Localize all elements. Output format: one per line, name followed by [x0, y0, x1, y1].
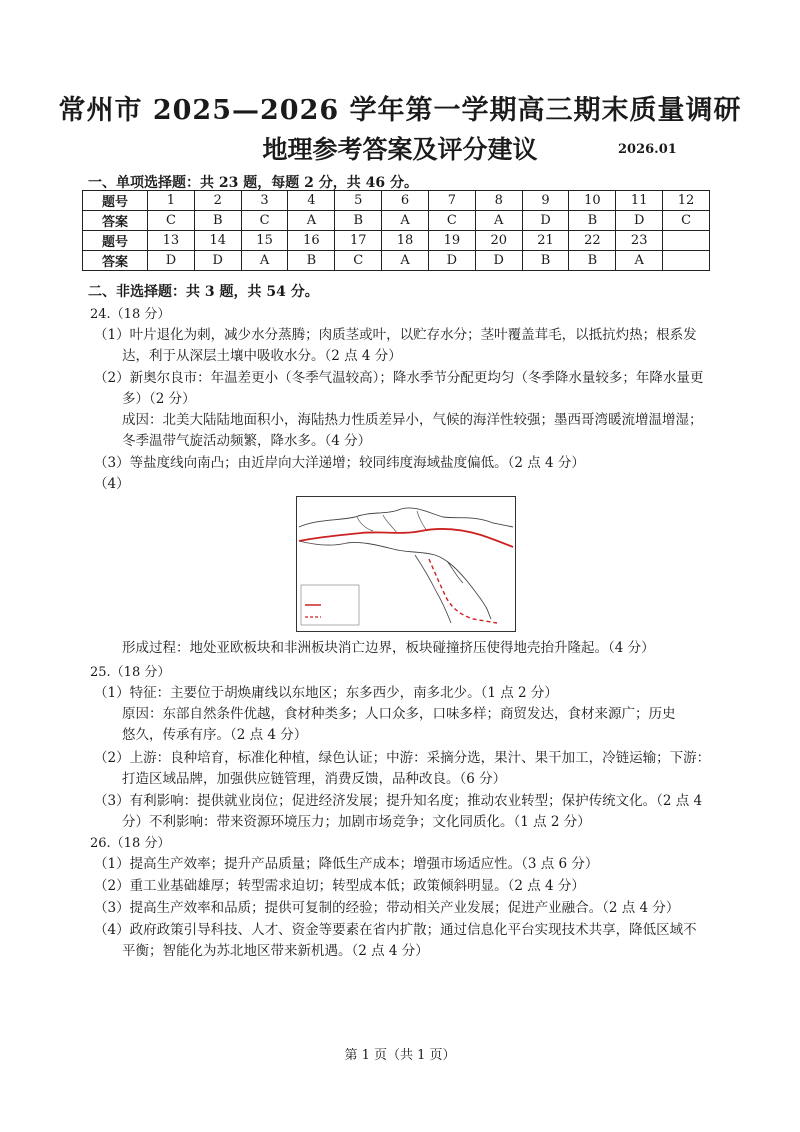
cell: B	[569, 251, 616, 271]
cell: 18	[382, 231, 429, 251]
page-footer: 第 1 页（共 1 页）	[344, 1048, 456, 1063]
row-label: 题号	[83, 231, 148, 251]
answer-line: 分）不利影响：带来资源环境压力；加剧市场竞争；文化同质化。（1 点 2 分）	[122, 814, 591, 830]
cell: 11	[616, 191, 663, 211]
cell: 14	[194, 231, 241, 251]
answer-line: （1）提高生产效率；提升产品质量；降低生产成本；增强市场适应性。（3 点 6 分）	[94, 856, 599, 872]
cell: 2	[194, 191, 241, 211]
table-row	[83, 231, 710, 251]
cell: 22	[569, 231, 616, 251]
answer-line: （1）叶片退化为刺，减少水分蒸腾；肉质茎或叶，以贮存水分；茎叶覆盖茸毛，以抵抗灼热；根系发	[94, 327, 697, 343]
cell: C	[663, 211, 710, 231]
cell: B	[335, 211, 382, 231]
answer-line: 打造区域品牌，加强供应链管理，消费反馈，品种改良。（6 分）	[122, 771, 507, 787]
cell: 6	[382, 191, 429, 211]
page-title: 常州市 2025—2026 学年第一学期高三期末质量调研	[58, 95, 742, 126]
cell: A	[382, 251, 429, 271]
plate-boundary-map	[296, 496, 516, 632]
table-row	[83, 191, 710, 211]
cell: 16	[288, 231, 335, 251]
row-label: 题号	[83, 191, 148, 211]
cell: 10	[569, 191, 616, 211]
map-svg	[297, 497, 515, 631]
cell: B	[522, 251, 569, 271]
cell: B	[194, 211, 241, 231]
q24-heading: 24.（18 分）	[90, 307, 171, 322]
cell: A	[288, 211, 335, 231]
cell: D	[475, 251, 522, 271]
q25-heading: 25.（18 分）	[90, 665, 171, 680]
cell: 13	[148, 231, 195, 251]
cell: D	[616, 211, 663, 231]
cell: 3	[241, 191, 288, 211]
cell: 8	[475, 191, 522, 211]
answer-line: 悠久，传承有序。（2 点 4 分）	[122, 727, 308, 743]
cell: D	[428, 251, 475, 271]
cell: 9	[522, 191, 569, 211]
row-label: 答案	[83, 251, 148, 271]
spreading-boundary-line	[429, 559, 497, 623]
cell: 12	[663, 191, 710, 211]
cell: D	[148, 251, 195, 271]
subduction-boundary-line	[299, 529, 513, 547]
cell: B	[569, 211, 616, 231]
cell	[663, 251, 710, 271]
answer-line: 多）（2 分）	[122, 391, 196, 407]
answer-line: 原因：东部自然条件优越，食材种类多；人口众多，口味多样；商贸发达，食材来源广；历史	[122, 706, 676, 722]
cell: 21	[522, 231, 569, 251]
answer-line: 成因：北美大陆陆地面积小，海陆热力性质差异小，气候的海洋性较强；墨西哥湾暖流增温增湿；	[122, 412, 703, 428]
answer-line: 平衡；智能化为苏北地区带来新机遇。（2 点 4 分）	[122, 943, 429, 959]
cell: A	[616, 251, 663, 271]
map-coastline	[299, 508, 513, 527]
table-row	[83, 211, 710, 231]
cell: D	[194, 251, 241, 271]
cell: D	[522, 211, 569, 231]
cell: 20	[475, 231, 522, 251]
answer-line: 形成过程：地处亚欧板块和非洲板块消亡边界，板块碰撞挤压使得地壳抬升隆起。（4 分）	[122, 640, 655, 656]
answer-line: （4）政府政策引导科技、人才、资金等要素在省内扩散；通过信息化平台实现技术共享，降低区域不	[94, 922, 697, 938]
q26-heading: 26.（18 分）	[90, 836, 171, 851]
cell: C	[241, 211, 288, 231]
cell: C	[428, 211, 475, 231]
cell: 7	[428, 191, 475, 211]
answer-line: （3）有利影响：提供就业岗位；促进经济发展；提升知名度；推动农业转型；保护传统文化。（2 点 4	[94, 793, 703, 809]
answer-line: （2）上游：良种培育，标准化种植，绿色认证；中游：采摘分选，果汁、果干加工，冷链运输；下游：	[94, 750, 711, 766]
answer-line: （2）重工业基础雄厚；转型需求迫切；转型成本低；政策倾斜明显。（2 点 4 分）	[94, 878, 585, 894]
cell: A	[475, 211, 522, 231]
cell	[663, 231, 710, 251]
answer-line: （1）特征：主要位于胡焕庸线以东地区；东多西少，南多北少。（1 点 2 分）	[94, 685, 558, 701]
cell: B	[288, 251, 335, 271]
map-coastline	[447, 561, 463, 583]
cell: A	[382, 211, 429, 231]
cell: 17	[335, 231, 382, 251]
answer-line: （2）新奥尔良市：年温差更小（冬季气温较高）；降水季节分配更均匀（冬季降水量较多；年降水量更	[94, 370, 704, 386]
cell: 23	[616, 231, 663, 251]
map-coastline	[415, 555, 451, 623]
row-label: 答案	[83, 211, 148, 231]
section1-heading: 一、单项选择题：共 23 题，每题 2 分，共 46 分。	[88, 175, 418, 191]
cell: 19	[428, 231, 475, 251]
table-row	[83, 251, 710, 271]
answer-line: （4）	[94, 476, 130, 492]
answer-line: 冬季温带气旋活动频繁，降水多。（4 分）	[122, 433, 372, 449]
answer-line: 达，利于从深层土壤中吸收水分。（2 点 4 分）	[122, 348, 402, 364]
cell: 1	[148, 191, 195, 211]
cell: 4	[288, 191, 335, 211]
page-subtitle: 地理参考答案及评分建议	[262, 135, 538, 164]
answer-table	[82, 190, 710, 271]
cell: C	[148, 211, 195, 231]
cell: 15	[241, 231, 288, 251]
answer-line: （3）提高生产效率和品质；提供可复制的经验；带动相关产业发展；促进产业融合。（2 点 4 分）	[94, 900, 680, 916]
section2-heading: 二、非选择题：共 3 题，共 54 分。	[88, 284, 319, 300]
answer-line: （3）等盐度线向南凸；由近岸向大洋递增；较同纬度海域盐度偏低。（2 点 4 分）	[94, 455, 585, 471]
cell: A	[241, 251, 288, 271]
doc-date: 2026.01	[618, 142, 677, 157]
cell: 5	[335, 191, 382, 211]
cell: C	[335, 251, 382, 271]
